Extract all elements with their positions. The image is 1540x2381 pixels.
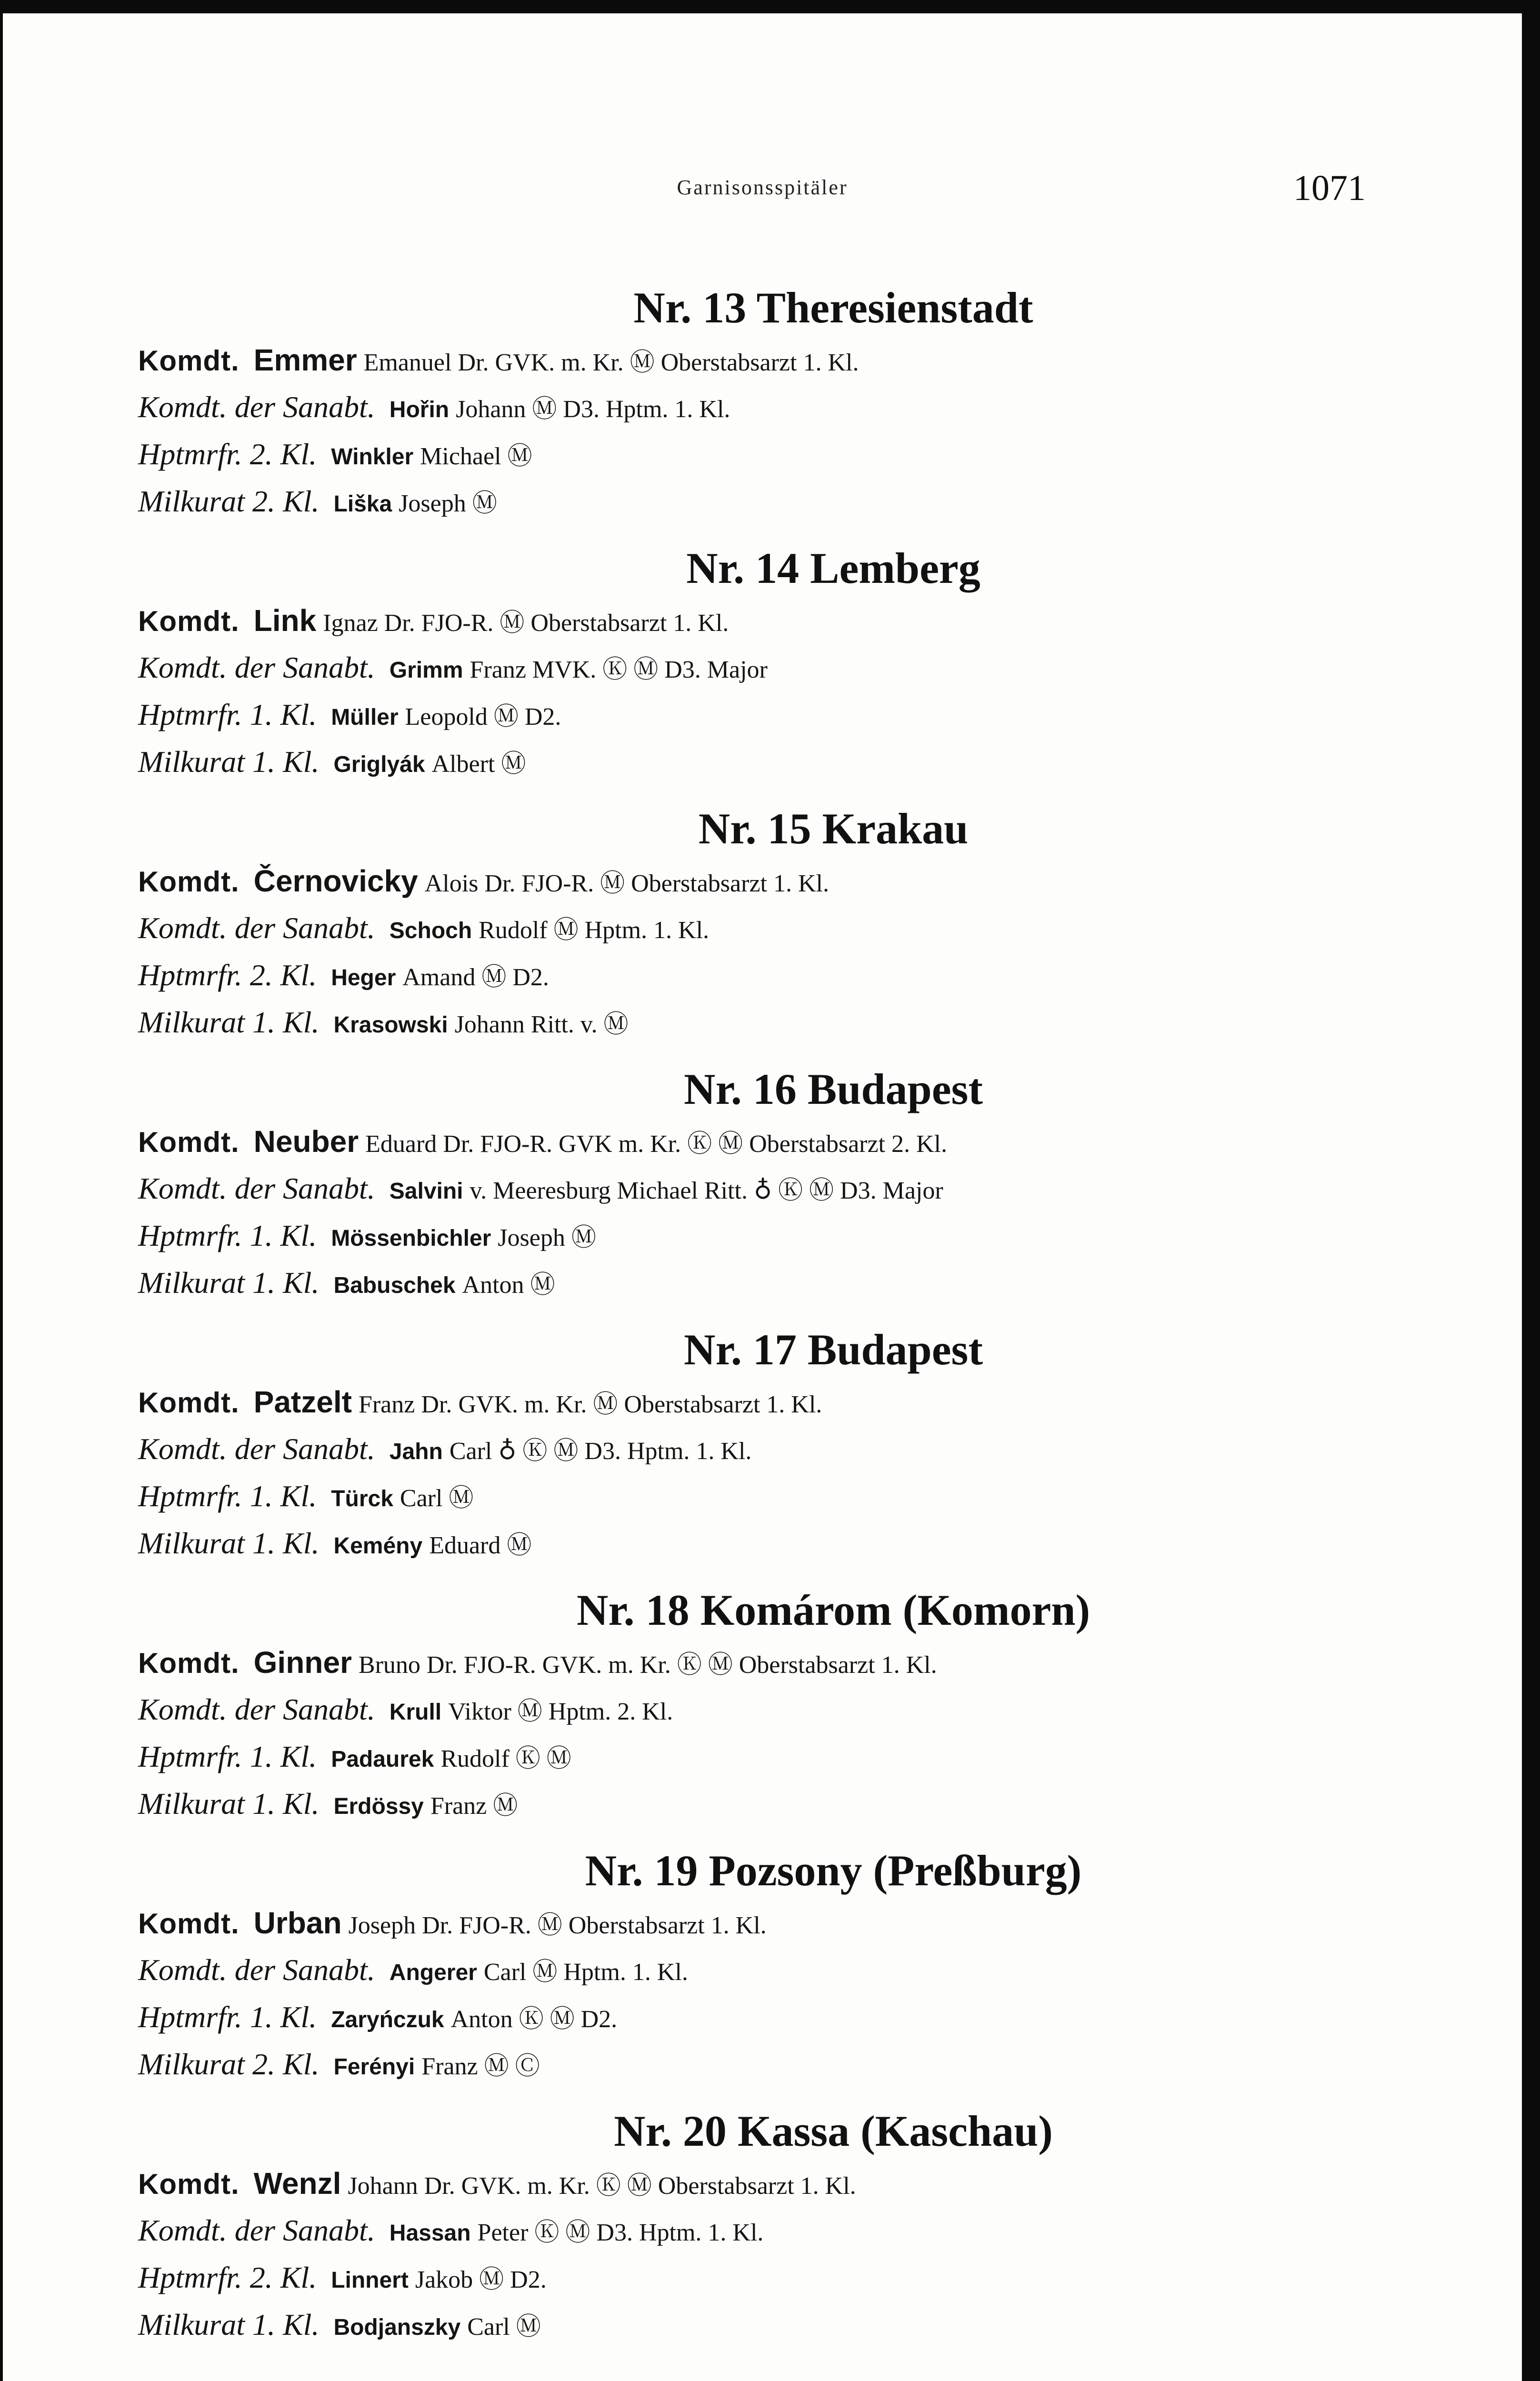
staff-surname: Babuschek: [333, 1273, 456, 1298]
staff-surname: Ginner: [253, 1645, 352, 1680]
staff-details: Emanuel Dr. GVK. m. Kr. Ⓜ Oberstabsarzt 1. Kl.: [363, 349, 859, 376]
staff-role: Komdt. der Sanabt.: [138, 911, 375, 945]
staff-details: Carl Ⓜ: [400, 1485, 474, 1512]
running-head: Garnisonsspitäler: [677, 176, 848, 199]
hospital-section: [138, 801, 1433, 1047]
staff-entry: [138, 1687, 1433, 1734]
hospital-section: [138, 1322, 1433, 1568]
staff-details: Viktor Ⓜ Hptm. 2. Kl.: [448, 1698, 673, 1725]
staff-surname: Hořin: [389, 397, 450, 422]
section-title: Nr. 19 Pozsony (Preßburg): [585, 1846, 1082, 1895]
staff-details: Franz MVK. Ⓚ Ⓜ D3. Major: [470, 656, 768, 683]
staff-surname: Wenzl: [253, 2166, 341, 2201]
staff-details: Joseph Ⓜ: [399, 490, 497, 517]
staff-details: Joseph Ⓜ: [498, 1224, 596, 1251]
staff-entry: [138, 1213, 1433, 1261]
staff-surname: Türck: [331, 1486, 393, 1511]
staff-surname: Hassan: [389, 2221, 471, 2246]
staff-surname: Emmer: [253, 343, 357, 377]
staff-role: Komdt. der Sanabt.: [138, 1432, 375, 1466]
staff-entry: [138, 1474, 1433, 1521]
staff-role: Milkurat 1. Kl.: [138, 2308, 320, 2341]
staff-entry: [138, 1781, 1433, 1829]
staff-details: Peter Ⓚ Ⓜ D3. Hptm. 1. Kl.: [477, 2219, 764, 2246]
staff-details: Eduard Ⓜ: [429, 1532, 532, 1559]
staff-entry: [138, 953, 1433, 1000]
staff-details: Amand Ⓜ D2.: [402, 964, 549, 991]
hospital-section: [138, 280, 1433, 526]
staff-role: Milkurat 1. Kl.: [138, 1005, 320, 1039]
staff-role: Hptmrfr. 2. Kl.: [138, 437, 317, 471]
staff-role: Komdt. der Sanabt.: [138, 2213, 375, 2247]
staff-entry: [138, 1948, 1433, 1995]
staff-details: Franz Dr. GVK. m. Kr. Ⓜ Oberstabsarzt 1. Kl.: [358, 1391, 822, 1418]
staff-details: Carl Ⓜ Hptm. 1. Kl.: [483, 1959, 688, 1986]
staff-role: Milkurat 1. Kl.: [138, 745, 320, 779]
staff-role: Komdt. der Sanabt.: [138, 1692, 375, 1726]
staff-entry: [138, 1734, 1433, 1781]
staff-surname: Zaryńczuk: [331, 2007, 444, 2032]
staff-details: Jakob Ⓜ D2.: [415, 2266, 547, 2293]
staff-surname: Grimm: [389, 658, 463, 683]
staff-role: Komdt.: [138, 1387, 240, 1419]
staff-role: Komdt.: [138, 1908, 240, 1940]
staff-details: Ignaz Dr. FJO-R. Ⓜ Oberstabsarzt 1. Kl.: [323, 610, 729, 637]
staff-details: Anton Ⓜ: [462, 1271, 555, 1299]
hospital-section: [138, 2103, 1433, 2350]
staff-surname: Patzelt: [253, 1385, 352, 1419]
staff-entry: [138, 692, 1433, 740]
staff-surname: Erdössy: [333, 1794, 424, 1819]
staff-role: Milkurat 1. Kl.: [138, 1787, 320, 1821]
staff-details: Bruno Dr. FJO-R. GVK. m. Kr. Ⓚ Ⓜ Oberstabsarzt 1. Kl.: [358, 1651, 937, 1679]
staff-role: Komdt. der Sanabt.: [138, 1171, 375, 1205]
staff-entry: [138, 1427, 1433, 1474]
staff-entry: [138, 432, 1433, 479]
section-title: Nr. 13 Theresienstadt: [633, 283, 1033, 332]
staff-surname: Liška: [333, 491, 392, 517]
staff-role: Hptmrfr. 2. Kl.: [138, 2261, 317, 2294]
staff-details: Carl ♁ Ⓚ Ⓜ D3. Hptm. 1. Kl.: [449, 1438, 752, 1465]
staff-role: Hptmrfr. 1. Kl.: [138, 2000, 317, 2034]
staff-surname: Bodjanszky: [333, 2315, 461, 2340]
staff-surname: Heger: [331, 965, 396, 990]
staff-details: Alois Dr. FJO-R. Ⓜ Oberstabsarzt 1. Kl.: [424, 870, 829, 897]
staff-role: Hptmrfr. 1. Kl.: [138, 698, 317, 731]
staff-role: Komdt.: [138, 605, 240, 637]
staff-surname: Angerer: [389, 1960, 477, 1985]
staff-surname: Müller: [331, 705, 399, 730]
document-page: [3, 13, 1522, 2381]
staff-surname: Krasowski: [333, 1012, 448, 1038]
staff-details: Franz Ⓜ: [430, 1792, 518, 1820]
staff-entry: [138, 2208, 1433, 2255]
staff-role: Komdt.: [138, 345, 240, 377]
staff-details: Rudolf Ⓚ Ⓜ: [440, 1745, 571, 1772]
staff-entry: [138, 740, 1433, 787]
staff-role: Milkurat 1. Kl.: [138, 1266, 320, 1300]
staff-details: v. Meeresburg Michael Ritt. ♁ Ⓚ Ⓜ D3. Major: [470, 1177, 943, 1204]
staff-entry: [138, 1641, 1433, 1687]
hospital-section: [138, 1582, 1433, 1829]
staff-details: Johann Dr. GVK. m. Kr. Ⓚ Ⓜ Oberstabsarzt 1. Kl.: [348, 2172, 856, 2200]
staff-role: Komdt. der Sanabt.: [138, 1953, 375, 1987]
staff-surname: Linnert: [331, 2268, 409, 2293]
staff-role: Komdt. der Sanabt.: [138, 650, 375, 684]
staff-surname: Ferényi: [333, 2054, 415, 2080]
section-title: Nr. 14 Lemberg: [686, 544, 980, 592]
staff-details: Joseph Dr. FJO-R. Ⓜ Oberstabsarzt 1. Kl.: [348, 1912, 767, 1939]
staff-surname: Kemény: [333, 1533, 423, 1559]
staff-entry: [138, 859, 1433, 906]
staff-surname: Schoch: [389, 918, 472, 943]
staff-surname: Winkler: [331, 444, 414, 470]
section-title: Nr. 18 Komárom (Komorn): [576, 1586, 1090, 1634]
staff-surname: Salvini: [389, 1179, 463, 1204]
staff-role: Milkurat 2. Kl.: [138, 2047, 320, 2081]
staff-role: Komdt.: [138, 1126, 240, 1158]
staff-entry: [138, 479, 1433, 526]
page-number: 1071: [1293, 168, 1366, 208]
staff-details: Leopold Ⓜ D2.: [405, 703, 561, 730]
staff-surname: Urban: [253, 1906, 342, 1940]
staff-entry: [138, 1000, 1433, 1047]
staff-details: Carl Ⓜ: [467, 2313, 541, 2341]
staff-entry: [138, 599, 1433, 645]
section-title: Nr. 15 Krakau: [698, 804, 969, 853]
staff-role: Hptmrfr. 1. Kl.: [138, 1740, 317, 1773]
staff-surname: Mössenbichler: [331, 1226, 491, 1251]
staff-role: Milkurat 1. Kl.: [138, 1526, 320, 1560]
staff-details: Johann Ritt. v. Ⓜ: [454, 1011, 629, 1038]
staff-details: Michael Ⓜ: [420, 443, 532, 470]
staff-entry: [138, 1120, 1433, 1166]
staff-entry: [138, 1261, 1433, 1308]
staff-surname: Link: [253, 603, 317, 638]
staff-entry: [138, 385, 1433, 432]
staff-surname: Griglyák: [333, 752, 425, 777]
staff-surname: Černovicky: [253, 864, 418, 898]
staff-role: Komdt.: [138, 866, 240, 898]
staff-entry: [138, 906, 1433, 953]
staff-surname: Krull: [389, 1700, 442, 1725]
staff-entry: [138, 1995, 1433, 2042]
staff-role: Hptmrfr. 1. Kl.: [138, 1479, 317, 1513]
staff-entry: [138, 2302, 1433, 2350]
staff-details: Anton Ⓚ Ⓜ D2.: [450, 2006, 618, 2033]
staff-details: Johann Ⓜ D3. Hptm. 1. Kl.: [456, 396, 730, 423]
staff-surname: Neuber: [253, 1124, 359, 1159]
hospital-section: [138, 1061, 1433, 1308]
staff-entry: [138, 2255, 1433, 2302]
staff-surname: Jahn: [389, 1439, 443, 1464]
staff-entry: [138, 1901, 1433, 1948]
staff-entry: [138, 645, 1433, 692]
staff-entry: [138, 1521, 1433, 1568]
hospital-section: [138, 540, 1433, 787]
staff-entry: [138, 1380, 1433, 1427]
section-title: Nr. 16 Budapest: [684, 1065, 983, 1113]
staff-details: Franz Ⓜ Ⓒ: [421, 2053, 540, 2080]
staff-entry: [138, 1166, 1433, 1213]
staff-details: Eduard Dr. FJO-R. GVK m. Kr. Ⓚ Ⓜ Oberstabsarzt 2. Kl.: [365, 1130, 947, 1158]
staff-details: Albert Ⓜ: [431, 750, 526, 778]
staff-role: Milkurat 2. Kl.: [138, 484, 320, 518]
staff-role: Komdt.: [138, 1647, 240, 1679]
hospital-section: [138, 1843, 1433, 2089]
staff-details: Rudolf Ⓜ Hptm. 1. Kl.: [479, 917, 710, 944]
staff-surname: Padaurek: [331, 1747, 434, 1772]
staff-entry: [138, 2161, 1433, 2208]
staff-role: Komdt. der Sanabt.: [138, 390, 375, 424]
staff-entry: [138, 338, 1433, 385]
staff-entry: [138, 2042, 1433, 2089]
staff-role: Hptmrfr. 1. Kl.: [138, 1219, 317, 1252]
staff-role: Komdt.: [138, 2168, 240, 2200]
section-title: Nr. 20 Kassa (Kaschau): [614, 2107, 1053, 2155]
section-title: Nr. 17 Budapest: [684, 1325, 983, 1374]
staff-role: Hptmrfr. 2. Kl.: [138, 958, 317, 992]
page-content: [138, 280, 1433, 2364]
